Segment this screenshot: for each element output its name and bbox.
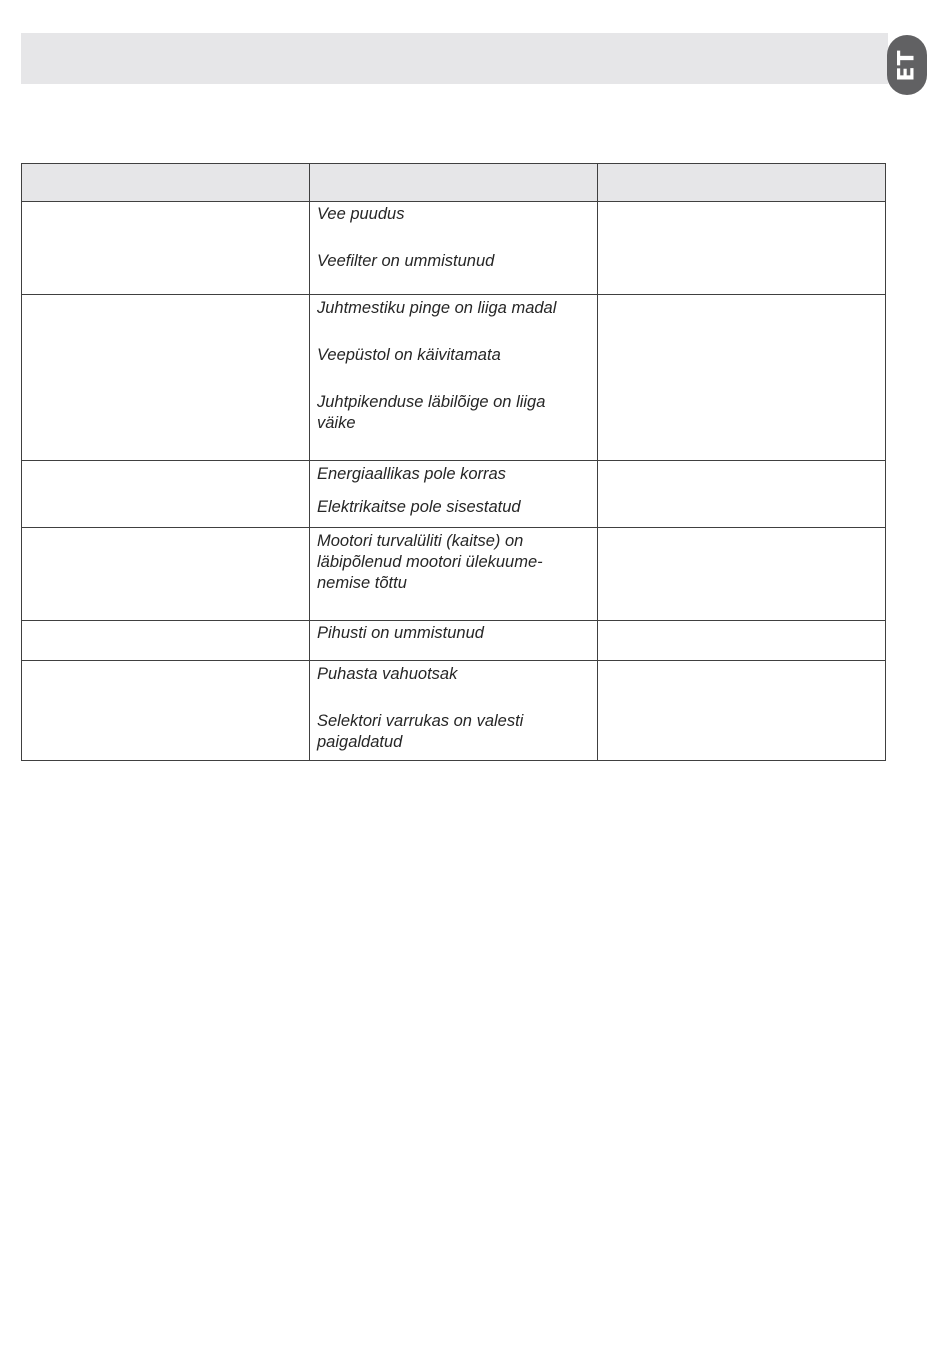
troubleshooting-table — [21, 163, 886, 761]
row-divider — [22, 460, 885, 461]
table-row-3-cause-2: Elektrikaitse pole sisestatud — [317, 498, 521, 516]
row-divider — [22, 294, 885, 295]
table-row-5-cause-1: Pihusti on ummistunud — [317, 624, 484, 642]
table-row-3-cause-1: Energiaallikas pole korras — [317, 465, 506, 483]
table-row-1-cause-1: Vee puudus — [317, 205, 405, 223]
row-divider — [22, 527, 885, 528]
table-row-2-cause-1: Juhtmestiku pinge on liiga madal — [317, 299, 557, 317]
table-row-6-cause-1: Puhasta vahuotsak — [317, 665, 458, 683]
row-divider — [22, 620, 885, 621]
table-row-4-cause-1: Mootori turvalüliti (kaitse) on läbipõlenud mootori ülekuume- nemise tõttu — [317, 532, 543, 592]
column-divider — [309, 164, 310, 760]
table-row-2-cause-3: Juhtpikenduse läbilõige on liiga väike — [317, 393, 546, 432]
table-row-6-cause-2: Selektori varrukas on valesti paigaldatud — [317, 712, 524, 751]
table-row-1-cause-2: Veefilter on ummistunud — [317, 252, 495, 270]
row-divider — [22, 660, 885, 661]
language-tab — [887, 35, 927, 95]
table-header — [22, 164, 885, 202]
column-divider — [597, 164, 598, 760]
language-tab-label: ET — [894, 48, 920, 82]
table-row-2-cause-2: Veepüstol on käivitamata — [317, 346, 501, 364]
top-banner — [21, 33, 888, 84]
